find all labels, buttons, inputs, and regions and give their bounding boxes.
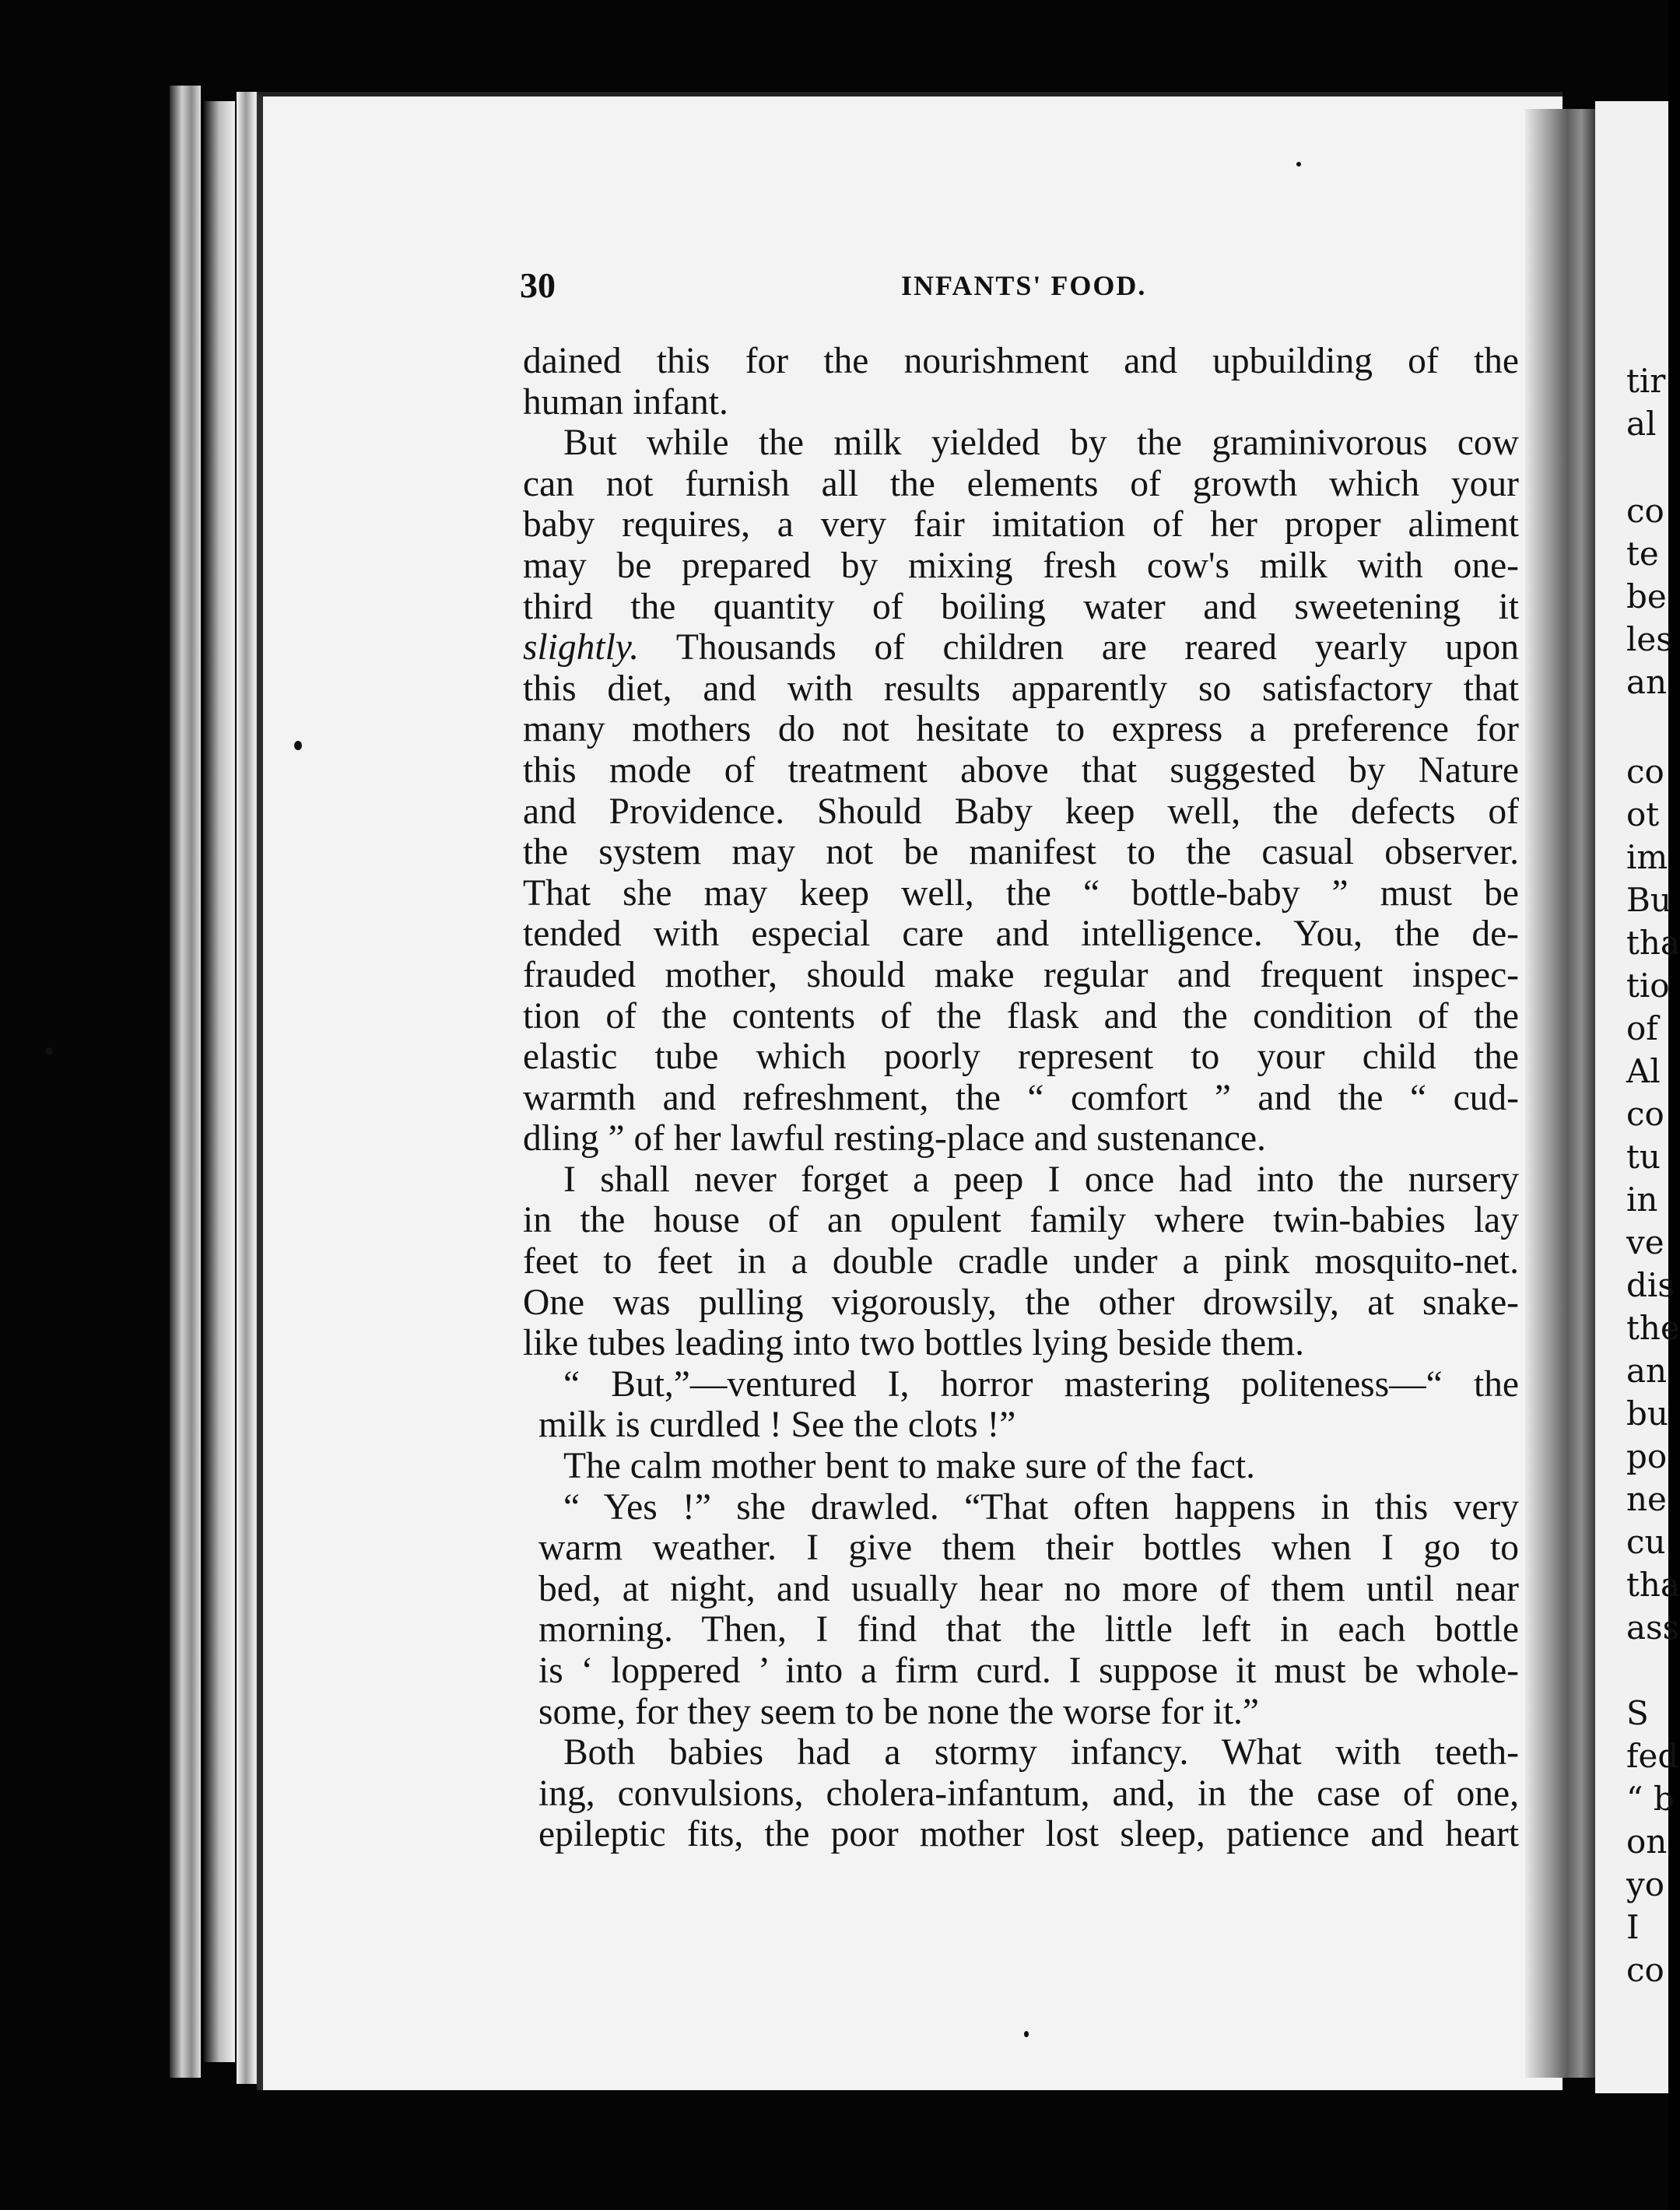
text-line: One was pulling vigorously, the other drowsily, at snake-	[523, 1282, 1519, 1323]
text-line: dling ” of her lawful resting-place and sustenance.	[523, 1118, 1266, 1159]
text-line: elastic tube which poorly represent to your child the	[523, 1037, 1519, 1078]
facing-fragment: al	[1626, 405, 1657, 443]
text-line: frauded mother, should make regular and frequent inspec-	[523, 954, 1519, 995]
text-line: tion of the contents of the flask and the condition of the	[523, 995, 1519, 1037]
facing-fragment: tha	[1626, 1566, 1680, 1604]
facing-fragment: les	[1626, 620, 1673, 658]
text-line: “ Yes !” she drawled. “That often happens in this very	[563, 1486, 1519, 1528]
facing-fragment: ve	[1626, 1223, 1664, 1261]
facing-fragment: an	[1626, 663, 1668, 701]
facing-fragment: bu	[1626, 1394, 1668, 1433]
facing-fragment: te	[1626, 535, 1659, 573]
text-line: feet to feet in a double cradle under a pink mosquito-net.	[523, 1241, 1519, 1282]
facing-fragment: “ b	[1626, 1780, 1675, 1818]
text-line: baby requires, a very fair imitation of her proper aliment	[523, 504, 1519, 545]
text-line: ing, convulsions, cholera-infantum, and, in the case of one,	[538, 1773, 1519, 1814]
text-line: Both babies had a stormy infancy. What with teeth-	[563, 1732, 1519, 1773]
facing-fragment: Bu	[1626, 881, 1671, 919]
text-line: like tubes leading into two bottles lying beside them.	[523, 1323, 1304, 1364]
facing-fragment: ne	[1626, 1480, 1667, 1518]
facing-fragment: tir	[1626, 362, 1666, 400]
text-line: third the quantity of boiling water and sweetening it	[523, 586, 1519, 627]
scan-speck	[1024, 2031, 1029, 2037]
text-line: I shall never forget a peep I once had into the nursery	[563, 1159, 1519, 1200]
page-edge	[204, 101, 235, 2062]
page-number: 30	[520, 265, 556, 305]
facing-fragment: co	[1626, 1951, 1664, 1989]
text-line: this diet, and with results apparently so satisfactory that	[523, 668, 1519, 709]
text-line: tended with especial care and intelligence. You, the de-	[523, 914, 1519, 955]
text-line: in the house of an opulent family where twin-babies lay	[523, 1200, 1519, 1241]
facing-page-fragment	[1595, 101, 1680, 2093]
facing-fragment: I	[1626, 1908, 1640, 1946]
facing-fragment: dis	[1626, 1266, 1675, 1304]
facing-fragment: fed	[1626, 1737, 1679, 1775]
facing-fragment: tu	[1626, 1138, 1661, 1176]
italic-word: slightly.	[523, 627, 640, 668]
facing-fragment: S	[1626, 1694, 1649, 1732]
running-title: INFANTS' FOOD.	[901, 270, 1147, 301]
facing-fragment: co	[1626, 1095, 1664, 1133]
text-line: this mode of treatment above that suggested by Nature	[523, 749, 1519, 791]
scan-speck	[45, 1047, 53, 1055]
facing-fragment: co	[1626, 752, 1664, 791]
facing-fragment: tio	[1626, 966, 1670, 1005]
text-line: morning. Then, I find that the little left in each bottle	[538, 1609, 1519, 1650]
text-line: dained this for the nourishment and upbuilding of the	[523, 341, 1519, 381]
text-line: That she may keep well, the “ bottle-baby ” must be	[523, 872, 1519, 914]
text-line: can not furnish all the elements of growth which your	[523, 463, 1519, 504]
text-line: the system may not be manifest to the casual observer.	[523, 832, 1519, 873]
text-line: bed, at night, and usually hear no more of them until near	[538, 1568, 1519, 1609]
text-line: The calm mother bent to make sure of the fact.	[563, 1446, 1255, 1487]
book-gutter-shadow	[1525, 109, 1595, 2078]
running-head	[520, 265, 1524, 311]
text-line: “ But,”—ventured I, horror mastering politeness—“ the	[563, 1363, 1519, 1405]
text-line: some, for they seem to be none the worse for it.”	[538, 1691, 1259, 1732]
text-line: epileptic fits, the poor mother lost sleep, patience and heart	[538, 1814, 1519, 1855]
text-line: many mothers do not hesitate to express a preference for	[523, 709, 1519, 750]
facing-fragment: cu	[1626, 1523, 1666, 1561]
text-line: milk is curdled ! See the clots !”	[538, 1405, 1016, 1446]
facing-fragment: yo	[1626, 1865, 1665, 1903]
text-line: is ‘ loppered ’ into a firm curd. I suppose it must be whole-	[538, 1650, 1519, 1691]
text-line: warm weather. I give them their bottles when I go to	[538, 1528, 1519, 1569]
facing-fragment: the	[1626, 1309, 1680, 1347]
body-text	[523, 341, 1519, 1855]
page-edge	[170, 86, 201, 2078]
text-line: may be prepared by mixing fresh cow's milk with one-	[523, 545, 1519, 586]
facing-fragment: co	[1626, 492, 1664, 530]
facing-fragment: Al	[1626, 1052, 1661, 1090]
text-line: warmth and refreshment, the “ comfort ” and the “ cud-	[523, 1077, 1519, 1118]
text-line: and Providence. Should Baby keep well, the defects of	[523, 791, 1519, 832]
facing-fragment: im	[1626, 838, 1668, 876]
facing-fragment: ass	[1626, 1608, 1680, 1647]
text-line: slightly. Thousands of children are reared yearly upon	[523, 627, 1519, 668]
scan-speck	[1296, 162, 1301, 167]
text-line: But while the milk yielded by the graminivorous cow	[563, 423, 1519, 464]
facing-fragment: of	[1626, 1009, 1658, 1047]
facing-fragment: tha	[1626, 924, 1680, 962]
facing-fragment: be	[1626, 577, 1667, 616]
facing-fragment: on	[1626, 1822, 1668, 1861]
facing-fragment: ot	[1626, 795, 1660, 833]
scan-speck	[294, 741, 302, 750]
text-line: human infant.	[523, 381, 728, 423]
facing-fragment: an	[1626, 1352, 1668, 1390]
facing-fragment: in	[1626, 1180, 1658, 1219]
facing-fragment: po	[1626, 1437, 1668, 1475]
